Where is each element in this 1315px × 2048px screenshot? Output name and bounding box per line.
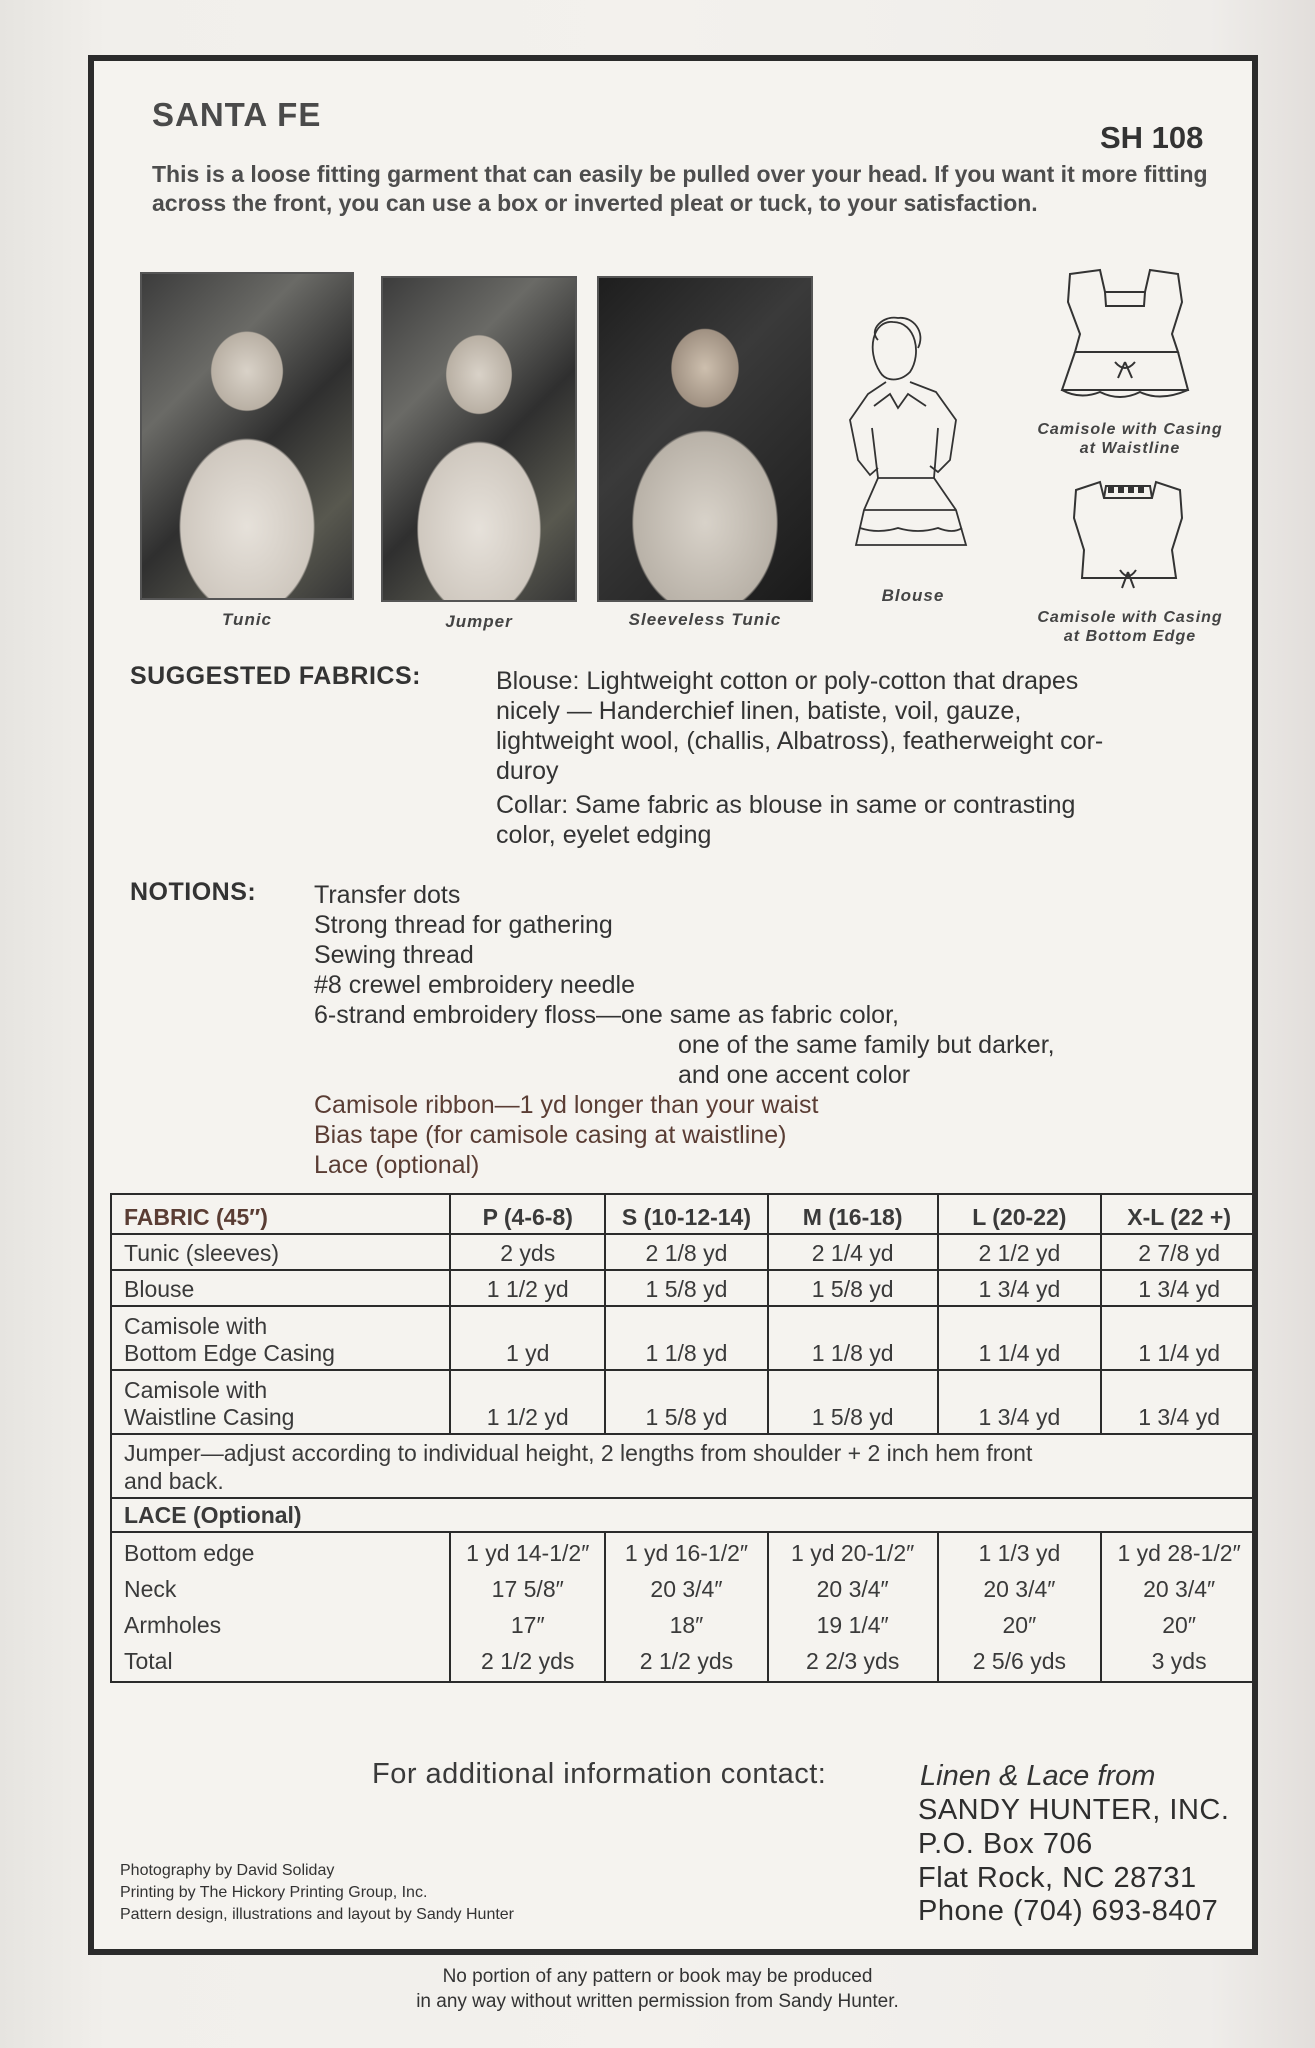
contact-po-box: P.O. Box 706	[918, 1828, 1093, 1860]
row-label-line: Waistline Casing	[124, 1404, 295, 1430]
lace-header: LACE (Optional)	[111, 1498, 1257, 1532]
fabrics-collar-line: color, eyelet edging	[496, 821, 712, 849]
lace-labels	[111, 1532, 450, 1682]
table-cell: 2 1/2 yd	[938, 1234, 1102, 1270]
fabrics-blouse-line: nicely — Handerchief linen, batiste, voil, gauze,	[496, 697, 1022, 725]
table-row	[111, 1370, 1257, 1434]
table-cell: 2 1/4 yd	[768, 1234, 938, 1270]
suggested-fabrics-label: SUGGESTED FABRICS:	[130, 662, 421, 690]
camisole-bottom-caption-line1: Camisole with Casing	[1037, 609, 1223, 626]
pattern-description: This is a loose fitting garment that can easily be pulled over your head. If you want it more fitting across the front, you can use a box or inverted pleat or tuck, to your satisfaction.	[152, 161, 1208, 216]
row-label: Blouse	[111, 1270, 450, 1306]
lace-header-row	[111, 1498, 1257, 1532]
table-cell: 1 5/8 yd	[768, 1270, 938, 1306]
jumper-note-row	[111, 1434, 1257, 1498]
table-cell: 1 5/8 yd	[605, 1370, 768, 1434]
table-cell: 2 1/2 yds	[639, 1648, 734, 1674]
fabrics-blouse-line: Blouse: Lightweight cotton or poly-cotton that drapes	[496, 667, 1079, 695]
table-cell: 2 1/2 yds	[481, 1648, 575, 1674]
tunic-caption: Tunic	[221, 610, 273, 629]
credit-photography: Photography by David Soliday	[120, 1862, 335, 1879]
camisole-waistline-caption	[1010, 420, 1250, 458]
notion-item: 6-strand embroidery floss—one same as fabric color,	[314, 1001, 899, 1029]
notion-item: Strong thread for gathering	[314, 911, 613, 939]
table-cell: 3 yds	[1151, 1648, 1207, 1674]
notion-item: Transfer dots	[314, 881, 461, 909]
row-label-line: Bottom Edge Casing	[124, 1340, 335, 1366]
table-cell: 18″	[669, 1612, 704, 1638]
table-cell: 1 yd	[450, 1306, 605, 1370]
camisole-waistline-caption-line2: at Waistline	[1079, 440, 1181, 457]
table-cell: 1 1/4 yd	[1101, 1306, 1257, 1370]
header-size-m: M (16-18)	[768, 1194, 938, 1234]
camisole-waistline-caption-line1: Camisole with Casing	[1037, 421, 1223, 438]
pattern-code: SH 108	[1100, 120, 1204, 155]
table-cell: 17″	[510, 1612, 545, 1638]
contact-brand: Linen & Lace from	[920, 1760, 1156, 1792]
jumper-note-line: and back.	[124, 1468, 224, 1494]
camisole-bottom-caption	[1010, 608, 1250, 646]
header-size-s: S (10-12-14)	[605, 1194, 768, 1234]
table-cell: 1 1/4 yd	[938, 1306, 1102, 1370]
sleeveless-tunic-caption: Sleeveless Tunic	[628, 610, 782, 629]
row-label	[111, 1306, 450, 1370]
blouse-illustration	[838, 310, 988, 560]
jumper-photo	[381, 276, 577, 602]
lace-column-l	[938, 1532, 1102, 1682]
jumper-note	[111, 1434, 1257, 1498]
notions-list	[314, 880, 1214, 1180]
table-cell: 20 3/4″	[816, 1576, 889, 1602]
lace-column-s	[605, 1532, 768, 1682]
table-cell: 2 5/6 yds	[972, 1648, 1067, 1674]
notion-item-camisole: Bias tape (for camisole casing at waistline)	[314, 1121, 787, 1149]
jumper-note-line: Jumper—adjust according to individual height, 2 lengths from shoulder + 2 inch hem front	[124, 1440, 1033, 1466]
table-cell: 1 3/4 yd	[938, 1270, 1102, 1306]
table-cell: 1 5/8 yd	[768, 1370, 938, 1434]
table-cell: 1 1/8 yd	[768, 1306, 938, 1370]
table-cell: 20″	[1002, 1612, 1037, 1638]
fabrics-blouse-line: duroy	[496, 757, 559, 785]
table-cell: 1 1/2 yd	[450, 1370, 605, 1434]
notion-item: #8 crewel embroidery needle	[314, 971, 636, 999]
lace-column-xl	[1101, 1532, 1257, 1682]
blouse-caption: Blouse	[881, 586, 945, 605]
notion-item: Sewing thread	[314, 941, 474, 969]
table-cell: 20 3/4″	[983, 1576, 1056, 1602]
lace-label: Armholes	[124, 1612, 222, 1638]
fabrics-blouse-line: lightweight wool, (challis, Albatross), featherweight cor-	[496, 727, 1104, 755]
credit-printing: Printing by The Hickory Printing Group, Inc.	[120, 1884, 428, 1901]
yardage-table	[110, 1193, 1258, 1683]
table-cell: 1 yd 20-1/2″	[791, 1540, 915, 1566]
lace-label: Total	[124, 1648, 173, 1674]
fabrics-blouse	[496, 666, 1256, 786]
row-label-line: Camisole with	[124, 1313, 268, 1339]
table-cell: 1 yd 14-1/2″	[466, 1540, 590, 1566]
table-cell: 20 3/4″	[650, 1576, 723, 1602]
table-row	[111, 1234, 1257, 1270]
table-cell: 1 1/8 yd	[605, 1306, 768, 1370]
table-cell: 2 yds	[450, 1234, 605, 1270]
contact-phone: Phone (704) 693-8407	[918, 1895, 1219, 1927]
row-label: Tunic (sleeves)	[111, 1234, 450, 1270]
lace-column-m	[768, 1532, 938, 1682]
lace-label: Bottom edge	[124, 1540, 255, 1566]
notion-item-camisole: Camisole ribbon—1 yd longer than your waist	[314, 1091, 819, 1119]
header-size-p: P (4-6-8)	[450, 1194, 605, 1234]
table-row	[111, 1270, 1257, 1306]
lace-column-p	[450, 1532, 605, 1682]
row-label-line: Camisole with	[124, 1377, 268, 1403]
table-row	[111, 1306, 1257, 1370]
table-cell: 1 3/4 yd	[1101, 1270, 1257, 1306]
notion-item-continued: one of the same family but darker,	[678, 1031, 1055, 1059]
table-cell: 2 7/8 yd	[1101, 1234, 1257, 1270]
camisole-waistline-illustration	[1060, 262, 1190, 412]
table-cell: 2 1/8 yd	[605, 1234, 768, 1270]
notion-item-camisole: Lace (optional)	[314, 1151, 480, 1179]
table-cell: 1 3/4 yd	[1101, 1370, 1257, 1434]
table-cell: 1 yd 16-1/2″	[624, 1540, 749, 1566]
camisole-bottom-caption-line2: at Bottom Edge	[1063, 628, 1197, 645]
contact-lead: For additional information contact:	[372, 1758, 827, 1790]
copyright-line: No portion of any pattern or book may be produced	[442, 1966, 873, 1987]
jumper-caption: Jumper	[445, 612, 513, 631]
fabrics-collar	[496, 790, 1256, 850]
copyright-line: in any way without written permission from Sandy Hunter.	[416, 1991, 899, 2012]
table-cell: 2 2/3 yds	[805, 1648, 900, 1674]
table-cell: 1 yd 28-1/2″	[1117, 1540, 1241, 1566]
header-size-xl: X-L (22 +)	[1101, 1194, 1257, 1234]
table-cell: 1 5/8 yd	[605, 1270, 768, 1306]
table-cell: 1 1/3 yd	[978, 1540, 1061, 1566]
table-cell: 17 5/8″	[491, 1576, 564, 1602]
table-header-row	[111, 1194, 1257, 1234]
row-label	[111, 1370, 450, 1434]
table-cell: 19 1/4″	[816, 1612, 889, 1638]
lace-label: Neck	[124, 1576, 177, 1602]
header-size-l: L (20-22)	[938, 1194, 1102, 1234]
table-cell: 1 3/4 yd	[938, 1370, 1102, 1434]
table-cell: 20″	[1162, 1612, 1196, 1638]
pattern-title: SANTA FE	[152, 96, 322, 133]
table-cell: 1 1/2 yd	[450, 1270, 605, 1306]
contact-company: SANDY HUNTER, INC.	[918, 1794, 1230, 1826]
lace-row	[111, 1532, 1257, 1682]
sleeveless-tunic-photo	[597, 276, 813, 602]
header-fabric: FABRIC (45″)	[111, 1194, 450, 1234]
notion-item-continued: and one accent color	[678, 1061, 911, 1089]
table-cell: 20 3/4″	[1143, 1576, 1216, 1602]
tunic-photo	[140, 272, 354, 600]
fabrics-collar-line: Collar: Same fabric as blouse in same or contrasting	[496, 791, 1076, 819]
credit-design: Pattern design, illustrations and layout by Sandy Hunter	[120, 1906, 515, 1923]
contact-city: Flat Rock, NC 28731	[918, 1862, 1197, 1894]
camisole-bottom-illustration	[1068, 478, 1188, 598]
notions-label: NOTIONS:	[130, 878, 257, 906]
